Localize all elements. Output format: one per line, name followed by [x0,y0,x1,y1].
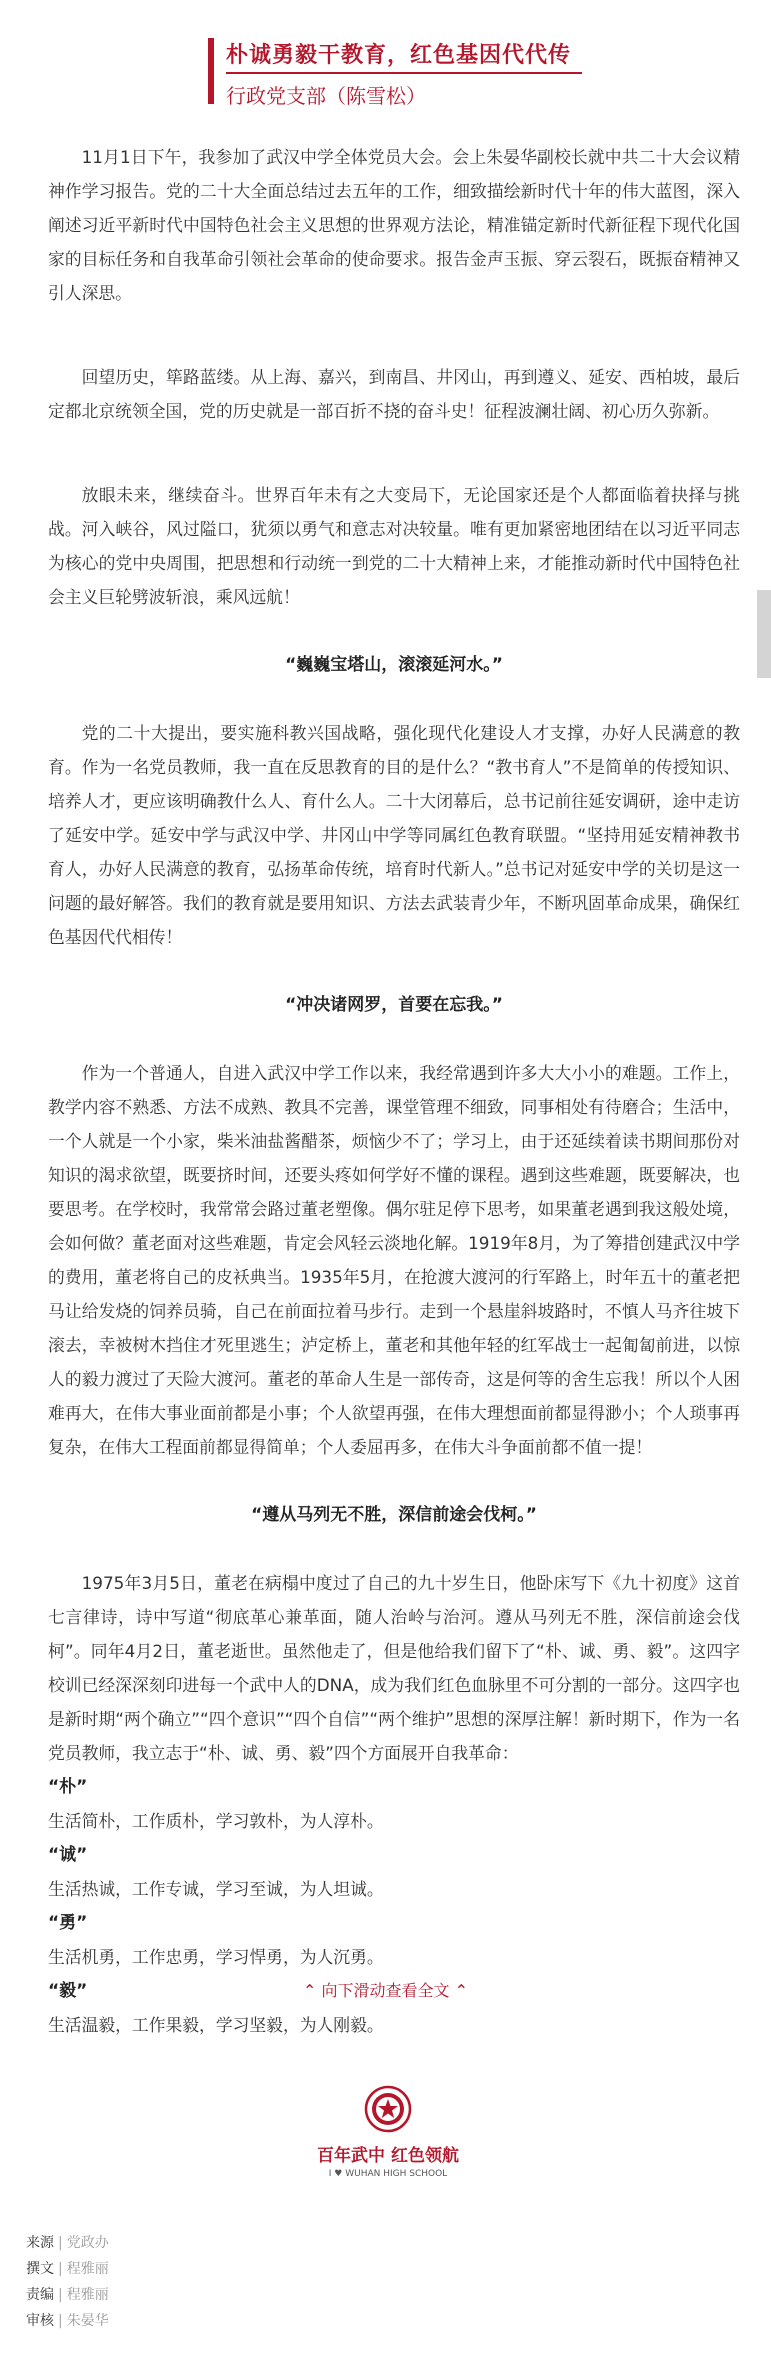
virtue-word: “勇” [48,1913,88,1933]
paragraph-4: 党的二十大提出，要实施科教兴国战略，强化现代化建设人才支撑，办好人民满意的教育。作为一名党员教师，我一直在反思教育的目的是什么？“教书育人”不是简单的传授知识、培养人才，更应该明确教什么人、育什么人。二十大闭幕后，总书记前往延安调研，途中走访了延安中学。延安中学与武汉中学、井冈山中学等同属红色教育联盟。“坚持用延安精神教书育人，办好人民满意的教育，弘扬革命传统，培育时代新人。”总书记对延安中学的关切是这一问题的最好解答。我们的教育就是要用知识、方法去武装青少年，不断巩固革命成果，确保红色基因代代相传！ [48,723,740,947]
school-logo [298,2085,478,2195]
credit-separator: | [58,2261,63,2277]
header-accent-bar [208,38,214,104]
paragraph-1: 11月1日下午，我参加了武汉中学全体党员大会。会上朱晏华副校长就中共二十大会议精神作学习报告。党的二十大全面总结过去五年的工作，细致描绘新时代十年的伟大蓝图，深入阐述习近平新时代中国特色社会主义思想的世界观方法论，精准锚定新时代新征程下现代化国家的目标任务和自我革命引领社会革命的使命要求。报告金声玉振、穿云裂石，既振奋精神又引人深思。 [48,147,740,303]
credit-key: 撰文 [26,2261,54,2277]
paragraph-5: 作为一个普通人，自进入武汉中学工作以来，我经常遇到许多大大小小的难题。工作上，教学内容不熟悉、方法不成熟、教具不完善，课堂管理不细致，同事相处有待磨合；生活中，一个人就是一个小家，柴米油盐酱醋茶，烦恼少不了；学习上，由于还延续着读书期间那份对知识的渴求欲望，既要挤时间，还要头疼如何学好不懂的课程。遇到这些难题，既要解决，也要思考。在学校时，我常常会路过董老塑像。偶尔驻足停下思考，如果董老遇到我这般处境，会如何做？董老面对这些难题，肯定会风轻云淡地化解。1919年8月，为了筹措创建武汉中学的费用，董老将自己的皮袄典当。1935年5月，在抢渡大渡河的行军路上，时年五十的董老把马让给发烧的饲养员骑，自己在前面拉着马步行。走到一个悬崖斜坡路时，不慎人马齐往坡下滚去，幸被树木挡住才死里逃生；泸定桥上，董老和其他年轻的红军战士一起匍匐前进，以惊人的毅力渡过了天险大渡河。董老的革命人生是一部传奇，这是何等的舍生忘我！所以个人困难再大，在伟大事业面前都是小事；个人欲望再强，在伟大理想面前都显得渺小；个人琐事再复杂，在伟大工程面前都显得简单；个人委屈再多，在伟大斗争面前都不值一提！ [48,1063,740,1457]
paragraph-6: 1975年3月5日，董老在病榻中度过了自己的九十岁生日，他卧床写下《九十初度》这首七言律诗，诗中写道“彻底革心兼革面，随人治岭与治河。遵从马列无不胜，深信前途会伐柯”。同年4月2日，董老逝世。虽然他走了，但是他给我们留下了“朴、诚、勇、毅”。这四字校训已经深深刻印进每一个武中人的DNA，成为我们红色血脉里不可分割的一部分。这四字也是新时期“两个确立”“四个意识”“四个自信”“两个维护”思想的深厚注解！新时期下，作为一名党员教师，我立志于“朴、诚、勇、毅”四个方面展开自我革命： [48,1573,740,1763]
virtue-word: “朴” [48,1777,88,1797]
credit-value: 朱晏华 [66,2313,109,2329]
section-heading-1: “巍巍宝塔山，滚滚延河水。” [285,655,503,675]
scroll-down-hint[interactable]: ⌃ 向下滑动查看全文 ⌃ [303,1981,468,2000]
article-author: 行政党支部（陈雪松） [226,84,426,108]
virtue-text: 生活简朴，工作质朴，学习敦朴，为人淳朴。 [48,1811,384,1831]
credit-separator: | [58,2235,63,2251]
credit-row [26,2282,109,2308]
title-underline [226,72,582,74]
logo-slogan: 百年武中 红色领航 [317,2146,459,2166]
credits-block [26,2230,109,2334]
credit-value: 党政办 [66,2235,109,2251]
virtue-word: “毅” [48,1981,88,2001]
school-emblem-icon [364,2085,412,2133]
credit-value: 程雅丽 [66,2261,109,2277]
credit-value: 程雅丽 [66,2287,109,2303]
paragraph-2: 回望历史，筚路蓝缕。从上海、嘉兴，到南昌、井冈山，再到遵义、延安、西柏坡，最后定都北京统领全国，党的历史就是一部百折不挠的奋斗史！征程波澜壮阔、初心历久弥新。 [48,367,740,421]
article-body [48,140,740,2042]
virtue-text: 生活热诚，工作专诚，学习至诚，为人坦诚。 [48,1879,384,1899]
logo-slogan-en: I ♥ WUHAN HIGH SCHOOL [328,2169,448,2179]
scrollbar-thumb[interactable] [757,590,771,678]
article-title: 朴诚勇毅干教育，红色基因代代传 [226,43,572,68]
virtue-text: 生活温毅，工作果毅，学习坚毅，为人刚毅。 [48,2015,384,2035]
section-heading-2: “冲决诸网罗，首要在忘我。” [285,995,503,1015]
virtue-text: 生活机勇，工作忠勇，学习悍勇，为人沉勇。 [48,1947,384,1967]
virtue-word: “诚” [48,1845,88,1865]
credit-separator: | [58,2313,63,2329]
credit-key: 审核 [26,2313,54,2329]
section-heading-3: “遵从马列无不胜，深信前途会伐柯。” [251,1505,537,1525]
credit-separator: | [58,2287,63,2303]
credit-key: 责编 [26,2287,54,2303]
credit-key: 来源 [26,2235,54,2251]
paragraph-3: 放眼未来，继续奋斗。世界百年未有之大变局下，无论国家还是个人都面临着抉择与挑战。河入峡谷，风过隘口，犹须以勇气和意志对决较量。唯有更加紧密地团结在以习近平同志为核心的党中央周围，把思想和行动统一到党的二十大精神上来，才能推动新时代中国特色社会主义巨轮劈波斩浪，乘风远航！ [48,485,740,607]
credit-row [26,2230,109,2256]
credit-row [26,2308,109,2334]
credit-row [26,2256,109,2282]
